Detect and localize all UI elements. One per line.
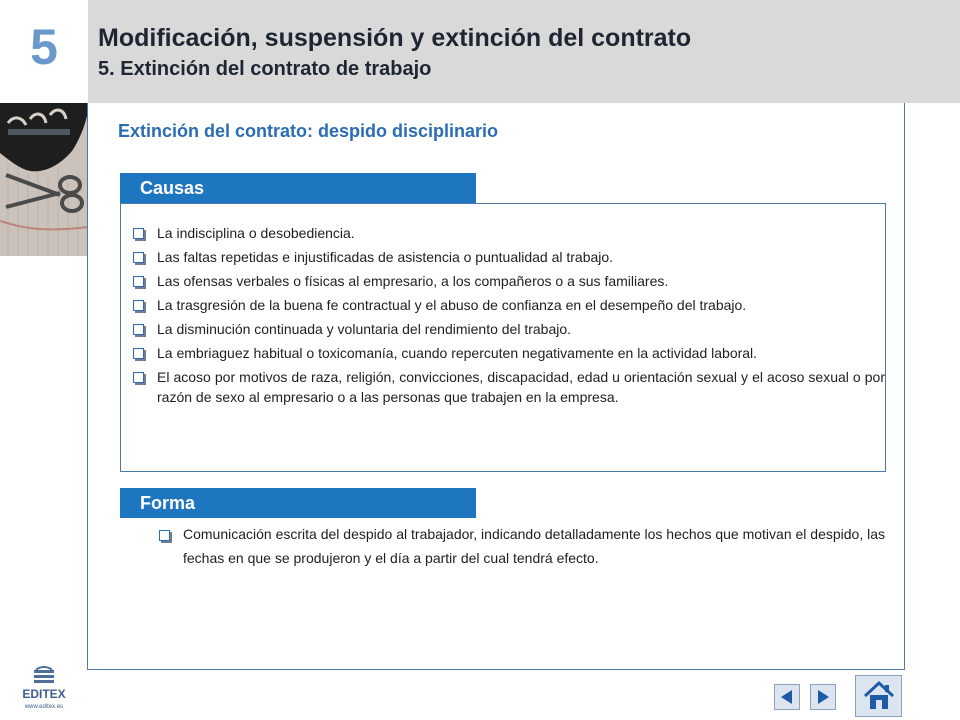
hand-scissors-illustration bbox=[0, 103, 88, 256]
tab-forma: Forma bbox=[120, 488, 476, 518]
editex-logo bbox=[14, 664, 74, 712]
list-item: Las faltas repetidas e injustificadas de asistencia o puntualidad al trabajo. bbox=[131, 247, 885, 267]
list-item: La trasgresión de la buena fe contractual y el abuso de confianza en el desempeño del trabajo. bbox=[131, 295, 885, 315]
list-item: El acoso por motivos de raza, religión, convicciones, discapacidad, edad u orientación sexual y el acoso sexual o por razón de sexo al empresario o a las personas que trabajen en la empresa. bbox=[131, 367, 885, 407]
triangle-left-icon bbox=[778, 688, 796, 706]
tab-causas: Causas bbox=[120, 173, 476, 203]
checkbox-bullet-icon bbox=[133, 252, 144, 263]
page-subtitle: 5. Extinción del contrato de trabajo bbox=[98, 58, 432, 80]
section-title: Extinción del contrato: despido disciplinario bbox=[118, 121, 499, 141]
checkbox-bullet-icon bbox=[133, 300, 144, 311]
chapter-number: 5 bbox=[30, 19, 58, 75]
checkbox-bullet-icon bbox=[133, 372, 144, 383]
causes-list bbox=[131, 223, 885, 411]
triangle-right-icon bbox=[814, 688, 832, 706]
list-item: La disminución continuada y voluntaria del rendimiento del trabajo. bbox=[131, 319, 885, 339]
list-item: Comunicación escrita del despido al trabajador, indicando detalladamente los hechos que motivan el despido, las fechas en que se produjeron y el día a partir del cual tendrá efecto. bbox=[157, 522, 901, 570]
logo-url: www.editex.es bbox=[24, 704, 64, 710]
causes-box bbox=[120, 203, 886, 472]
list-item: La indisciplina o desobediencia. bbox=[131, 223, 885, 243]
checkbox-bullet-icon bbox=[133, 228, 144, 239]
previous-slide-button[interactable] bbox=[774, 684, 800, 710]
home-button[interactable] bbox=[855, 675, 902, 717]
next-slide-button[interactable] bbox=[810, 684, 836, 710]
list-item: Las ofensas verbales o físicas al empresario, a los compañeros o a sus familiares. bbox=[131, 271, 885, 291]
checkbox-bullet-icon bbox=[133, 348, 144, 359]
logo-mark bbox=[34, 667, 54, 683]
list-item: La embriaguez habitual o toxicomanía, cuando repercuten negativamente en la actividad laboral. bbox=[131, 343, 885, 363]
checkbox-bullet-icon bbox=[133, 276, 144, 287]
logo-name: EDITEX bbox=[22, 687, 66, 701]
checkbox-bullet-icon bbox=[133, 324, 144, 335]
home-icon bbox=[862, 680, 896, 712]
page-title: Modificación, suspensión y extinción del contrato bbox=[98, 24, 692, 52]
checkbox-bullet-icon bbox=[159, 530, 170, 541]
